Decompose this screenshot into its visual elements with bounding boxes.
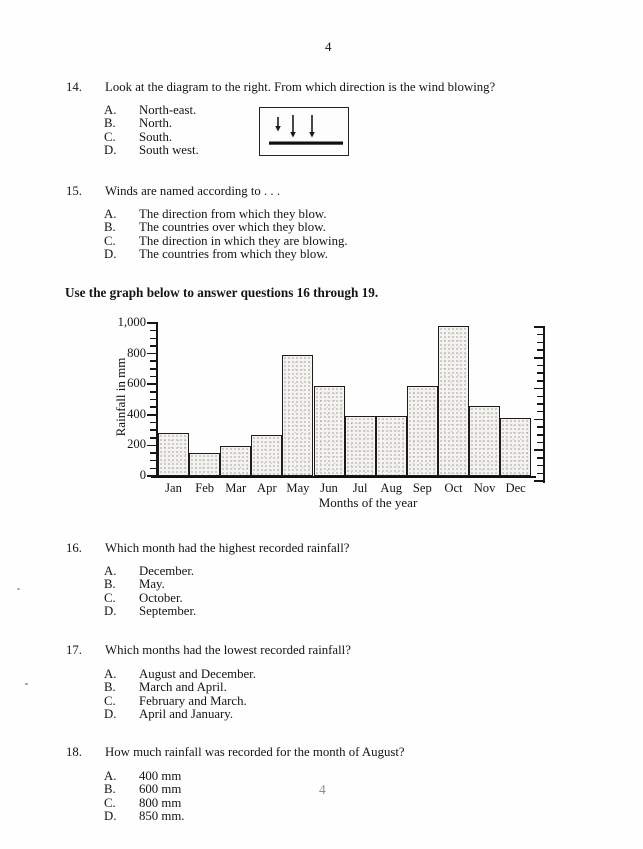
option-d: D. South west. bbox=[104, 143, 199, 158]
ruler-tick bbox=[534, 388, 543, 390]
ruler-tick bbox=[537, 426, 543, 428]
question-17-options bbox=[66, 668, 586, 722]
y-major-tick bbox=[147, 353, 157, 355]
y-minor-tick bbox=[150, 460, 157, 462]
x-axis-line bbox=[151, 476, 536, 478]
option-d: D. The countries from which they blow. bbox=[104, 247, 328, 262]
option-a: A. December. bbox=[104, 564, 195, 578]
y-minor-tick bbox=[150, 429, 157, 431]
y-tick-label: 800 bbox=[127, 345, 146, 360]
option-d: D. April and January. bbox=[104, 707, 234, 722]
option-b: B. May. bbox=[104, 577, 165, 592]
y-major-tick bbox=[147, 383, 157, 385]
option-d: D. 850 mm. bbox=[104, 809, 185, 824]
y-minor-tick bbox=[150, 468, 157, 470]
option-c: C. The direction in which they are blowing. bbox=[104, 233, 348, 248]
y-tick-label: 0 bbox=[139, 468, 146, 482]
ruler-tick bbox=[537, 334, 543, 336]
ruler-tick bbox=[537, 411, 543, 413]
y-major-tick bbox=[147, 475, 157, 477]
option-b: B. 600 mm bbox=[104, 782, 182, 797]
ruler-tick bbox=[537, 372, 543, 374]
chart-bar-Mar bbox=[220, 446, 251, 476]
chart-bar-Apr bbox=[251, 435, 282, 476]
ruler-tick bbox=[537, 473, 543, 475]
x-tick-label: Sep bbox=[412, 481, 432, 495]
option-a: A. 400 mm bbox=[104, 769, 182, 783]
question-number: 16. bbox=[66, 541, 82, 555]
y-minor-tick bbox=[150, 368, 157, 370]
question-number: 15. bbox=[66, 184, 82, 198]
ruler-tick bbox=[537, 434, 543, 436]
ruler-tick bbox=[537, 380, 543, 382]
ruler-tick bbox=[534, 480, 543, 482]
question-number: 18. bbox=[66, 745, 82, 759]
option-c: C. February and March. bbox=[104, 693, 247, 708]
chart-bar-May bbox=[282, 355, 313, 476]
y-major-tick bbox=[147, 445, 157, 447]
ruler-tick bbox=[534, 357, 543, 359]
y-major-tick bbox=[147, 414, 157, 416]
chart-bar-Jul bbox=[345, 416, 376, 476]
page-number-top: 4 bbox=[325, 39, 332, 54]
y-tick-label: 200 bbox=[127, 437, 146, 452]
question-15 bbox=[66, 184, 586, 198]
question-14 bbox=[66, 80, 586, 94]
y-minor-tick bbox=[150, 399, 157, 401]
y-minor-tick bbox=[150, 376, 157, 378]
y-minor-tick bbox=[150, 452, 157, 454]
ruler-tick bbox=[534, 326, 543, 328]
chart-bar-Jun bbox=[314, 386, 345, 476]
ruler-tick bbox=[534, 419, 543, 421]
y-tick-label: 1,000 bbox=[117, 315, 146, 329]
x-tick-label: Jun bbox=[320, 481, 338, 495]
question-text: Which months had the lowest recorded rainfall? bbox=[105, 643, 351, 657]
ruler-tick bbox=[537, 349, 543, 351]
chart-bar-Jan bbox=[158, 433, 189, 476]
y-minor-tick bbox=[150, 422, 157, 424]
wind-diagram bbox=[259, 107, 349, 156]
question-18 bbox=[66, 745, 586, 759]
graph-instruction: Use the graph below to answer questions 16 through 19. bbox=[65, 285, 379, 300]
x-tick-label: Feb bbox=[195, 481, 215, 495]
y-tick-label: 600 bbox=[127, 376, 146, 391]
chart-bar-Nov bbox=[469, 406, 500, 476]
chart-bar-Feb bbox=[189, 453, 220, 476]
ruler-tick bbox=[534, 449, 543, 451]
option-a: A. The direction from which they blow. bbox=[104, 207, 327, 221]
x-tick-label: Apr bbox=[257, 481, 277, 495]
ruler-tick bbox=[537, 457, 543, 459]
question-18-options bbox=[66, 770, 586, 824]
right-ruler-line bbox=[543, 326, 545, 483]
ground-line bbox=[269, 142, 343, 145]
ruler-tick bbox=[537, 365, 543, 367]
ruler-tick bbox=[537, 342, 543, 344]
question-number: 17. bbox=[66, 643, 82, 657]
question-text: How much rainfall was recorded for the month of August? bbox=[105, 745, 405, 759]
option-a: A. North-east. bbox=[104, 103, 197, 117]
x-tick-label: Dec bbox=[505, 481, 526, 495]
y-minor-tick bbox=[150, 338, 157, 340]
x-tick-label: Jan bbox=[165, 481, 182, 495]
chart-bar-Sep bbox=[407, 386, 438, 476]
x-tick-label: Jul bbox=[352, 481, 368, 495]
ruler-tick bbox=[537, 403, 543, 405]
wind-arrows-graphic bbox=[260, 108, 348, 155]
y-tick-label: 400 bbox=[127, 406, 146, 421]
option-a: A. August and December. bbox=[104, 667, 256, 681]
x-tick-label: Aug bbox=[380, 481, 403, 495]
x-tick-label: Nov bbox=[473, 481, 496, 495]
option-b: B. March and April. bbox=[104, 680, 227, 695]
y-minor-tick bbox=[150, 437, 157, 439]
y-major-tick bbox=[147, 322, 157, 324]
y-minor-tick bbox=[150, 406, 157, 408]
question-17 bbox=[66, 643, 586, 657]
option-b: B. The countries over which they blow. bbox=[104, 220, 326, 235]
y-minor-tick bbox=[150, 330, 157, 332]
ruler-tick bbox=[537, 465, 543, 467]
question-text: Winds are named according to . . . bbox=[105, 184, 281, 198]
question-16 bbox=[66, 541, 586, 555]
ruler-tick bbox=[537, 396, 543, 398]
ruler-tick bbox=[537, 442, 543, 444]
x-tick-label: Mar bbox=[225, 481, 247, 495]
option-d: D. September. bbox=[104, 604, 197, 619]
scan-speck bbox=[25, 683, 28, 685]
option-c: C. South. bbox=[104, 129, 173, 144]
chart-bar-Dec bbox=[500, 418, 531, 476]
option-c: C. October. bbox=[104, 590, 183, 605]
y-axis-title: Rainfall in mm bbox=[113, 357, 128, 437]
question-text: Look at the diagram to the right. From which direction is the wind blowing? bbox=[105, 80, 496, 94]
question-16-options bbox=[66, 565, 586, 619]
option-b: B. North. bbox=[104, 116, 173, 131]
chart-bar-Oct bbox=[438, 326, 469, 476]
y-minor-tick bbox=[150, 391, 157, 393]
page-number-ghost: 4 bbox=[319, 782, 326, 797]
y-minor-tick bbox=[150, 345, 157, 347]
chart-bar-Aug bbox=[376, 416, 407, 476]
question-15-options bbox=[66, 208, 586, 262]
x-tick-label: Oct bbox=[444, 481, 463, 495]
question-number: 14. bbox=[66, 80, 82, 94]
scan-speck bbox=[17, 588, 20, 590]
option-c: C. 800 mm bbox=[104, 795, 182, 810]
y-axis-line bbox=[156, 322, 158, 478]
x-tick-label: May bbox=[286, 481, 310, 495]
x-axis-title: Months of the year bbox=[318, 495, 418, 510]
y-minor-tick bbox=[150, 360, 157, 362]
question-text: Which month had the highest recorded rainfall? bbox=[105, 541, 350, 555]
